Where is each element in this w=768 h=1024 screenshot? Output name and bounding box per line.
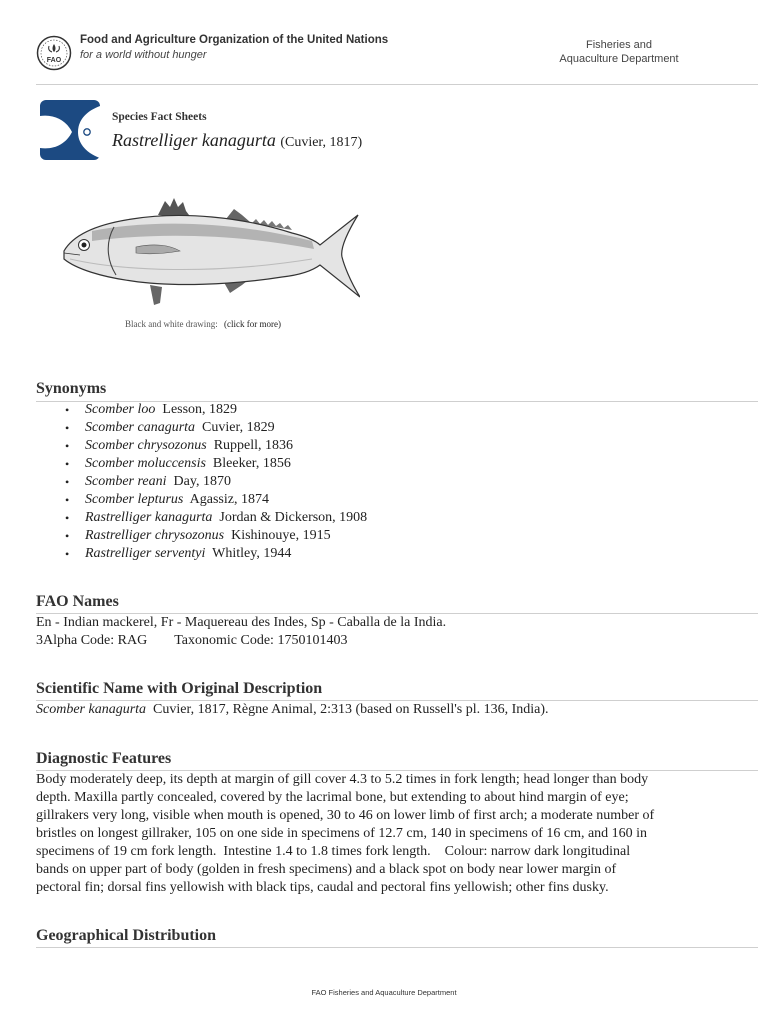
synonym-author: Agassiz, 1874 (189, 492, 269, 507)
synonym-item (36, 509, 367, 527)
synonym-item (36, 491, 367, 509)
species-author: (Cuvier, 1817) (280, 135, 363, 150)
synonym-name: Scomber reani (85, 474, 167, 489)
diagnostic-heading: Diagnostic Features (36, 750, 172, 767)
page-footer: FAO Fisheries and Aquaculture Department (311, 988, 457, 997)
department-line-1: Fisheries and (585, 39, 653, 51)
header-divider (36, 84, 758, 85)
header (36, 32, 756, 76)
pelvic-fin (150, 285, 162, 305)
species-fact-sheet-icon (40, 100, 100, 160)
fao-codes (36, 632, 736, 650)
diagnostic-line: Body moderately deep, its depth at margin of gill cover 4.3 to 5.2 times in fork length; head longer than body (36, 772, 649, 787)
diagnostic-line: bristles on longest gillraker, 105 on one side in specimens of 12.7 cm, 140 in specimens of 16 cm, and 160 in (36, 826, 648, 841)
synonym-author: Lesson, 1829 (162, 402, 238, 417)
species-title (112, 130, 362, 151)
department-name (544, 38, 694, 66)
synonym-author: Cuvier, 1829 (202, 420, 275, 435)
click-for-more-link[interactable]: (click for more) (223, 319, 281, 329)
synonym-name: Rastrelliger kanagurta (85, 510, 213, 525)
taxonomic-code: Taxonomic Code: 1750101403 (174, 633, 348, 648)
fish-pupil (82, 243, 87, 248)
synonym-author: Whitley, 1944 (212, 546, 292, 561)
diagnostic-line: specimens of 19 cm fork length. Intestine 1.4 to 1.8 times fork length. Colour: narrow dark longitudinal (36, 844, 631, 859)
drawing-caption-text: Black and white drawing: (125, 319, 218, 329)
diagnostic-line: depth. Maxilla partly concealed, covered by the lacrimal bone, but extending to about hind margin of eye; (36, 790, 629, 805)
synonym-name: Rastrelliger serventyi (85, 546, 206, 561)
synonym-item (36, 401, 367, 419)
synonym-name: Scomber lepturus (85, 492, 184, 507)
diagnostic-line: gillrakers very long, visible when mouth is opened, 30 to 46 on lower limb of first arch; a moderate number of (36, 808, 655, 823)
org-name: Food and Agriculture Organization of the United Nations (80, 34, 389, 46)
species-name: Rastrelliger kanagurta (112, 130, 276, 150)
fao-common-names: En - Indian mackerel, Fr - Maquereau des Indes, Sp - Caballa de la India. (36, 615, 447, 630)
synonym-name: Rastrelliger chrysozonus (85, 528, 225, 543)
geo-heading: Geographical Distribution (36, 927, 217, 944)
synonym-name: Scomber chrysozonus (85, 438, 207, 453)
synonym-item (36, 437, 367, 455)
synonym-item (36, 455, 367, 473)
alpha-code: 3Alpha Code: RAG (36, 633, 148, 648)
synonyms-heading: Synonyms (36, 380, 107, 397)
synonym-item (36, 473, 367, 491)
department-line-2: Aquaculture Department (559, 53, 679, 65)
synonym-item (36, 545, 367, 563)
diagnostic-text (36, 771, 736, 897)
org-tagline: for a world without hunger (80, 49, 207, 61)
fao-names-heading: FAO Names (36, 593, 119, 610)
fish-drawing[interactable] (62, 193, 360, 313)
drawing-caption (125, 319, 281, 329)
synonym-author: Kishinouye, 1915 (231, 528, 331, 543)
fao-logo-text: FAO (46, 57, 62, 64)
series-title: Species Fact Sheets (112, 111, 207, 123)
synonym-name: Scomber loo (85, 402, 156, 417)
fao-logo-icon (36, 35, 72, 71)
original-name: Scomber kanagurta (36, 702, 147, 717)
synonym-item (36, 419, 367, 437)
synonym-item (36, 527, 367, 545)
synonym-name: Scomber moluccensis (85, 456, 206, 471)
diagnostic-line: pectoral fin; dorsal fins yellowish with black tips, caudal and pectoral fins yellowish; other fins dusky. (36, 880, 609, 895)
synonym-author: Ruppell, 1836 (213, 438, 294, 453)
original-description (36, 701, 736, 719)
scientific-name-heading: Scientific Name with Original Description (36, 680, 323, 697)
synonym-name: Scomber canagurta (85, 420, 196, 435)
fao-names-text (36, 614, 736, 650)
synonyms-list (36, 401, 367, 563)
geo-divider (36, 947, 758, 948)
synonym-author: Jordan & Dickerson, 1908 (219, 510, 368, 525)
original-description-text: Cuvier, 1817, Règne Animal, 2:313 (based on Russell's pl. 136, India). (153, 702, 549, 717)
diagnostic-line: bands on upper part of body (golden in fresh specimens) and a black spot on body near lower margin of (36, 862, 617, 877)
synonym-author: Day, 1870 (173, 474, 231, 489)
synonym-author: Bleeker, 1856 (212, 456, 291, 471)
